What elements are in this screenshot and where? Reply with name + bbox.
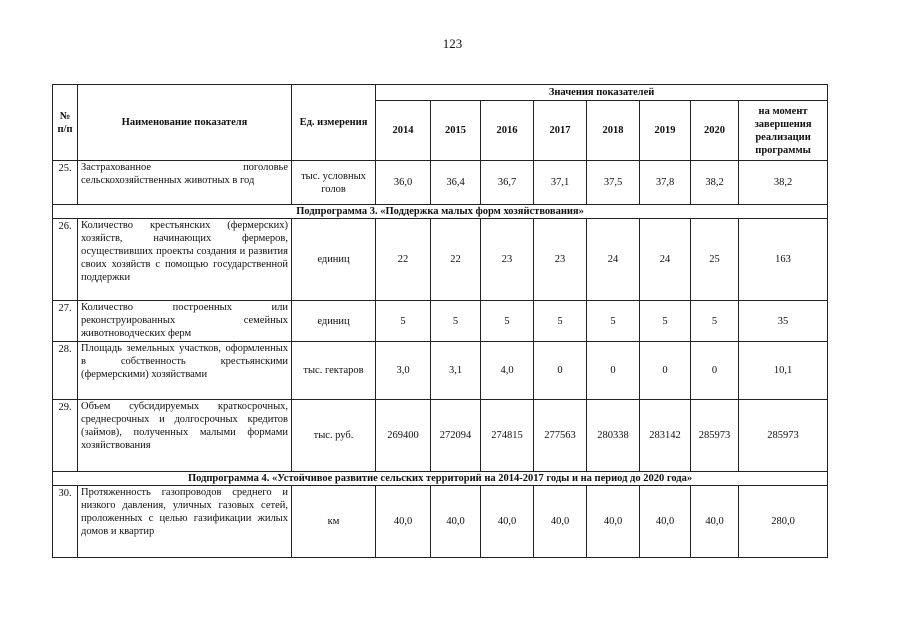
unit-cell: единиц bbox=[292, 219, 376, 301]
col-header-year: 2014 bbox=[376, 101, 431, 161]
year-value-cell: 23 bbox=[481, 219, 534, 301]
final-value-cell: 35 bbox=[739, 301, 828, 342]
table-row bbox=[53, 486, 828, 558]
year-value-cell: 283142 bbox=[640, 400, 691, 472]
indicator-name: Количество построенных или реконструированных семейных животноводческих ферм bbox=[78, 301, 292, 342]
year-value-cell: 0 bbox=[691, 342, 739, 400]
year-value-cell: 22 bbox=[376, 219, 431, 301]
final-value-cell: 280,0 bbox=[739, 486, 828, 558]
year-value-cell: 274815 bbox=[481, 400, 534, 472]
unit-cell: тыс. гектаров bbox=[292, 342, 376, 400]
final-value-cell: 38,2 bbox=[739, 161, 828, 205]
year-value-cell: 5 bbox=[431, 301, 481, 342]
col-header-year: 2017 bbox=[534, 101, 587, 161]
year-value-cell: 40,0 bbox=[691, 486, 739, 558]
indicator-name: Протяженность газопроводов среднего и низкого давления, уличных газовых сетей, проложенных с целью газификации жилых домов и квартир bbox=[78, 486, 292, 558]
year-value-cell: 37,5 bbox=[587, 161, 640, 205]
year-value-cell: 40,0 bbox=[481, 486, 534, 558]
table-row bbox=[53, 400, 828, 472]
year-value-cell: 40,0 bbox=[640, 486, 691, 558]
col-header-num: № п/п bbox=[53, 85, 78, 161]
col-header-name: Наименование показателя bbox=[78, 85, 292, 161]
year-value-cell: 0 bbox=[587, 342, 640, 400]
year-value-cell: 5 bbox=[376, 301, 431, 342]
row-number: 26. bbox=[53, 219, 78, 301]
year-value-cell: 272094 bbox=[431, 400, 481, 472]
col-header-year: 2018 bbox=[587, 101, 640, 161]
col-header-year: 2016 bbox=[481, 101, 534, 161]
year-value-cell: 40,0 bbox=[587, 486, 640, 558]
year-value-cell: 37,8 bbox=[640, 161, 691, 205]
year-value-cell: 4,0 bbox=[481, 342, 534, 400]
year-value-cell: 3,1 bbox=[431, 342, 481, 400]
subprogram-row bbox=[53, 205, 828, 219]
year-value-cell: 36,4 bbox=[431, 161, 481, 205]
year-value-cell: 23 bbox=[534, 219, 587, 301]
final-value-cell: 285973 bbox=[739, 400, 828, 472]
indicator-name: Объем субсидируемых краткосрочных, среднесрочных и долгосрочных кредитов (займов), полученных малыми формами хозяйствования bbox=[78, 400, 292, 472]
row-number: 28. bbox=[53, 342, 78, 400]
col-header-year: 2019 bbox=[640, 101, 691, 161]
subprogram-row bbox=[53, 472, 828, 486]
year-value-cell: 22 bbox=[431, 219, 481, 301]
year-value-cell: 37,1 bbox=[534, 161, 587, 205]
row-number: 30. bbox=[53, 486, 78, 558]
year-value-cell: 5 bbox=[534, 301, 587, 342]
unit-cell: тыс. руб. bbox=[292, 400, 376, 472]
col-header-unit: Ед. измерения bbox=[292, 85, 376, 161]
col-header-values-group: Значения показателей bbox=[376, 85, 828, 101]
table-row bbox=[53, 342, 828, 400]
year-value-cell: 40,0 bbox=[534, 486, 587, 558]
year-value-cell: 25 bbox=[691, 219, 739, 301]
year-value-cell: 269400 bbox=[376, 400, 431, 472]
year-value-cell: 5 bbox=[481, 301, 534, 342]
year-value-cell: 5 bbox=[587, 301, 640, 342]
year-value-cell: 36,0 bbox=[376, 161, 431, 205]
row-number: 25. bbox=[53, 161, 78, 205]
year-value-cell: 24 bbox=[587, 219, 640, 301]
row-number: 29. bbox=[53, 400, 78, 472]
col-header-year: 2015 bbox=[431, 101, 481, 161]
year-value-cell: 285973 bbox=[691, 400, 739, 472]
indicator-name: Застрахованное поголовье сельскохозяйственных животных в год bbox=[78, 161, 292, 205]
final-value-cell: 10,1 bbox=[739, 342, 828, 400]
col-header-final: на момент завершения реализации программы bbox=[739, 101, 828, 161]
page-number: 123 bbox=[442, 36, 463, 51]
row-number: 27. bbox=[53, 301, 78, 342]
year-value-cell: 280338 bbox=[587, 400, 640, 472]
unit-cell: тыс. условных голов bbox=[292, 161, 376, 205]
table-row bbox=[53, 301, 828, 342]
indicator-name: Площадь земельных участков, оформленных в собственность крестьянскими (фермерскими) хозяйствами bbox=[78, 342, 292, 400]
table-row bbox=[53, 161, 828, 205]
year-value-cell: 40,0 bbox=[376, 486, 431, 558]
indicator-name: Количество крестьянских (фермерских) хозяйств, начинающих фермеров, осуществивших проекты создания и развития своих хозяйств с помощью государственной поддержки bbox=[78, 219, 292, 301]
year-value-cell: 5 bbox=[640, 301, 691, 342]
year-value-cell: 277563 bbox=[534, 400, 587, 472]
subprogram-title: Подпрограмма 3. «Поддержка малых форм хозяйствования» bbox=[53, 205, 828, 219]
table-row bbox=[53, 219, 828, 301]
year-value-cell: 36,7 bbox=[481, 161, 534, 205]
unit-cell: км bbox=[292, 486, 376, 558]
final-value-cell: 163 bbox=[739, 219, 828, 301]
year-value-cell: 3,0 bbox=[376, 342, 431, 400]
year-value-cell: 0 bbox=[640, 342, 691, 400]
indicators-table bbox=[52, 84, 828, 558]
year-value-cell: 24 bbox=[640, 219, 691, 301]
col-header-year: 2020 bbox=[691, 101, 739, 161]
year-value-cell: 40,0 bbox=[431, 486, 481, 558]
year-value-cell: 38,2 bbox=[691, 161, 739, 205]
year-value-cell: 0 bbox=[534, 342, 587, 400]
year-value-cell: 5 bbox=[691, 301, 739, 342]
unit-cell: единиц bbox=[292, 301, 376, 342]
subprogram-title: Подпрограмма 4. «Устойчивое развитие сельских территорий на 2014-2017 годы и на период до 2020 года» bbox=[53, 472, 828, 486]
